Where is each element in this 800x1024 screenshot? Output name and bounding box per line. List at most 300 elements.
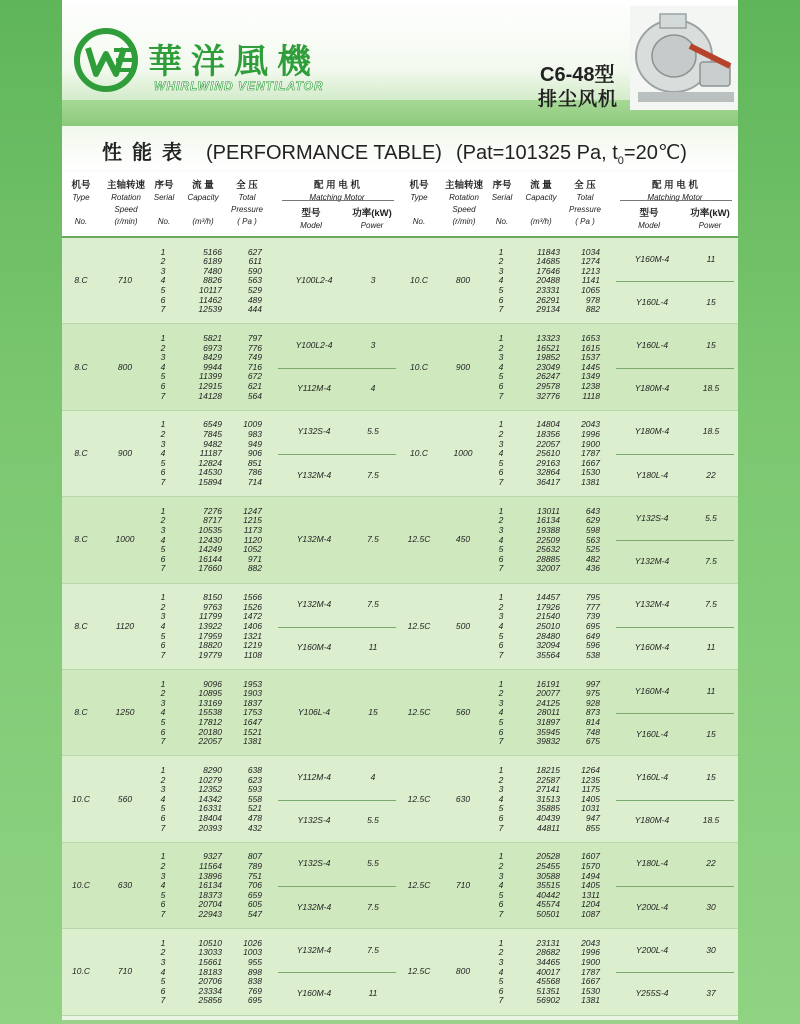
column-header-prs_cn (226, 180, 268, 228)
serial-list-item: 2 (498, 688, 504, 699)
capacity-list-item: 32776 (536, 390, 560, 401)
pressure-list (566, 680, 600, 747)
capacity-list-item: 15894 (198, 476, 222, 487)
capacity-list-item: 19388 (536, 524, 560, 535)
serial-list-item: 4 (160, 275, 166, 286)
pressure-list (228, 593, 262, 660)
column-header-line: (m³/h) (530, 217, 552, 226)
serial-list-item: 1 (498, 937, 504, 948)
pressure-list-item: 1406 (243, 620, 262, 631)
capacity-list-item: 18215 (536, 764, 560, 775)
table-row (400, 584, 738, 670)
capacity-list-item: 7480 (203, 265, 222, 276)
serial-list-item: 2 (498, 601, 504, 612)
capacity-list (520, 248, 560, 315)
pressure-list-item: 975 (585, 688, 600, 699)
serial-list-item: 3 (498, 956, 504, 967)
motor-divider (616, 886, 734, 887)
capacity-list-item: 27141 (536, 784, 560, 795)
motor-power: 11 (368, 642, 378, 653)
capacity-list-item: 26247 (536, 371, 560, 382)
serial-list (156, 680, 170, 747)
capacity-list-item: 23334 (198, 985, 222, 996)
capacity-list-item: 10510 (198, 937, 222, 948)
serial-list-item: 1 (498, 246, 504, 257)
column-header-line: 序号 (154, 180, 174, 191)
column-header-line: (r/min) (114, 217, 138, 226)
serial-list-item: 6 (498, 553, 504, 564)
motor-power: 30 (706, 944, 716, 955)
motor-power: 11 (706, 642, 716, 653)
pressure-list-item: 695 (247, 995, 262, 1006)
pressure-list-item: 2043 (581, 937, 600, 948)
pressure-list (566, 334, 600, 401)
capacity-list-item: 8429 (203, 352, 222, 363)
pressure-list-item: 1667 (581, 457, 600, 468)
capacity-list-item: 32864 (536, 467, 560, 478)
capacity-list-item: 13896 (198, 870, 222, 881)
column-header-line (64, 204, 98, 216)
pressure-list-item: 983 (247, 428, 262, 439)
pressure-list-item: 432 (247, 822, 262, 833)
fan-type-no: 10.C (72, 793, 90, 804)
pressure-list-item: 1647 (243, 716, 262, 727)
serial-list-item: 1 (160, 937, 166, 948)
serial-list-item: 4 (160, 880, 166, 891)
pressure-list-item: 1065 (581, 284, 600, 295)
pressure-list-item: 1900 (581, 956, 600, 967)
rotation-speed: 1120 (115, 620, 135, 631)
pressure-list-item: 873 (585, 707, 600, 718)
table-header-right (400, 172, 738, 238)
capacity-list-item: 32094 (536, 640, 560, 651)
capacity-list-item: 16191 (536, 678, 560, 689)
pressure-list-item: 649 (585, 630, 600, 641)
motor-model: Y112M-4 (297, 771, 331, 782)
serial-list (494, 593, 508, 660)
fan-type-no: 12.5C (407, 534, 431, 545)
pressure-list-item: 1026 (243, 937, 262, 948)
capacity-list-item: 5821 (203, 332, 222, 343)
pressure-list-item: 947 (585, 812, 600, 823)
column-header-line: Type (72, 193, 90, 202)
serial-list-item: 6 (160, 553, 166, 564)
capacity-list-item: 29163 (536, 457, 560, 468)
column-header-model-en: Model (638, 221, 660, 230)
table-row (62, 497, 400, 583)
serial-list-item: 7 (160, 563, 166, 574)
rotation-speed: 710 (117, 966, 133, 977)
serial-list-item: 1 (498, 851, 504, 862)
serial-list-item: 4 (160, 361, 166, 372)
capacity-list-item: 26291 (536, 294, 560, 305)
pressure-list (566, 939, 600, 1006)
serial-list-item: 6 (160, 294, 166, 305)
motor-divider (616, 281, 734, 282)
serial-list-item: 3 (160, 870, 166, 881)
serial-list-item: 2 (160, 860, 166, 871)
column-header-line: 流 量 (530, 180, 552, 191)
capacity-list-item: 12352 (198, 784, 222, 795)
column-header-line: (m³/h) (192, 217, 214, 226)
capacity-list-item: 8826 (203, 275, 222, 286)
serial-list-item: 7 (160, 390, 166, 401)
motor-model: Y132M-4 (296, 944, 332, 955)
serial-list-item: 6 (498, 640, 504, 651)
rotation-speed: 630 (455, 793, 471, 804)
pressure-list-item: 1405 (581, 793, 600, 804)
motor-power: 11 (706, 253, 716, 264)
serial-list-item: 7 (160, 995, 166, 1006)
pressure-list-item: 643 (585, 505, 600, 516)
capacity-list-item: 45568 (536, 976, 560, 987)
capacity-list-item: 35945 (536, 726, 560, 737)
table-body-right (400, 238, 738, 1016)
capacity-list-item: 29578 (536, 380, 560, 391)
column-header-line: Pressure (568, 205, 601, 214)
motor-power: 15 (706, 771, 716, 782)
motor-model: Y180M-4 (634, 383, 670, 394)
capacity-list-item: 35515 (536, 880, 560, 891)
capacity-list-item: 10117 (198, 284, 222, 295)
capacity-list-item: 17812 (198, 716, 222, 727)
motor-model: Y160M-4 (296, 642, 332, 653)
serial-list-item: 1 (160, 419, 166, 430)
pressure-list-item: 436 (585, 563, 600, 574)
capacity-list-item: 13033 (198, 947, 222, 958)
column-header-line: 序号 (492, 180, 512, 191)
capacity-list-item: 10895 (198, 688, 222, 699)
capacity-list-item: 14342 (198, 793, 222, 804)
capacity-list (520, 680, 560, 747)
pressure-list-item: 1900 (581, 438, 600, 449)
rotation-speed: 1000 (115, 534, 135, 545)
pressure-list (228, 248, 262, 315)
capacity-list-item: 22943 (198, 908, 222, 919)
motor-model: Y160L-4 (635, 339, 669, 350)
motor-model: Y106L-4 (297, 707, 331, 718)
motor-divider (278, 368, 396, 369)
serial-list-item: 3 (160, 352, 166, 363)
serial-list-item: 6 (498, 380, 504, 391)
table-row (62, 324, 400, 410)
capacity-list-item: 14804 (536, 419, 560, 430)
capacity-list-item: 12430 (198, 534, 222, 545)
capacity-list-item: 20704 (198, 899, 222, 910)
capacity-list-item: 9944 (203, 361, 222, 372)
capacity-list-item: 20488 (536, 275, 560, 286)
fan-type-no: 10.C (72, 966, 90, 977)
column-header-line: Total (238, 193, 256, 202)
fan-type-no: 12.5C (407, 793, 431, 804)
capacity-list-item: 28682 (536, 947, 560, 958)
capacity-list-item: 11799 (198, 611, 222, 622)
serial-list-item: 7 (498, 995, 504, 1006)
serial-list-item: 4 (498, 620, 504, 631)
motor-model: Y132M-4 (296, 534, 332, 545)
rotation-speed: 710 (455, 879, 471, 890)
pressure-list-item: 898 (247, 966, 262, 977)
pressure-list-item: 1996 (581, 947, 600, 958)
motor-model: Y132S-4 (297, 815, 331, 826)
motor-header-divider (282, 200, 394, 201)
serial-list-item: 4 (498, 534, 504, 545)
capacity-list-item: 25856 (198, 995, 222, 1006)
capacity-list-item: 32007 (536, 563, 560, 574)
capacity-list-item: 18356 (536, 428, 560, 439)
pressure-list-item: 1264 (581, 764, 600, 775)
pressure-list-item: 590 (247, 265, 262, 276)
pressure-list-item: 795 (585, 592, 600, 603)
capacity-list-item: 17959 (198, 630, 222, 641)
serial-list-item: 5 (498, 284, 504, 295)
pressure-list-item: 558 (247, 793, 262, 804)
brand-name-en: WHIRLWIND VENTILATOR (154, 79, 324, 93)
column-header-line (518, 204, 564, 216)
pressure-list-item: 776 (247, 342, 262, 353)
serial-list-item: 4 (160, 620, 166, 631)
right-frame (738, 0, 800, 1024)
capacity-list-item: 18820 (198, 640, 222, 651)
capacity-list-item: 9482 (203, 438, 222, 449)
serial-list-item: 5 (160, 457, 166, 468)
serial-list-item: 5 (160, 716, 166, 727)
motor-divider (278, 627, 396, 628)
rotation-speed: 900 (117, 447, 133, 458)
capacity-list (520, 593, 560, 660)
fan-type-no: 12.5C (407, 707, 431, 718)
table-row (400, 324, 738, 410)
table-left (62, 172, 400, 1016)
serial-list-item: 3 (498, 524, 504, 535)
capacity-list-item: 6973 (203, 342, 222, 353)
table-right (400, 172, 738, 1016)
pressure-list-item: 978 (585, 294, 600, 305)
pressure-list-item: 1321 (243, 630, 262, 641)
serial-list-item: 6 (160, 467, 166, 478)
motor-power: 15 (706, 728, 716, 739)
pressure-list-item: 1118 (582, 390, 600, 401)
pressure-list-item: 1530 (581, 985, 600, 996)
serial-list-item: 1 (160, 678, 166, 689)
table-header-left (62, 172, 400, 238)
serial-list-item: 5 (160, 630, 166, 641)
pressure-list-item: 1667 (581, 976, 600, 987)
serial-list-item: 5 (160, 976, 166, 987)
pressure-list (228, 766, 262, 833)
capacity-list-item: 22057 (198, 736, 222, 747)
motor-model: Y112M-4 (297, 383, 331, 394)
serial-list-item: 2 (160, 774, 166, 785)
pressure-list-item: 1381 (243, 736, 262, 747)
motor-model: Y132S-4 (297, 426, 331, 437)
pressure-list-item: 949 (247, 438, 262, 449)
motor-model: Y160L-4 (635, 771, 669, 782)
table-row (62, 756, 400, 842)
serial-list-item: 1 (498, 592, 504, 603)
pressure-list-item: 716 (247, 361, 262, 372)
serial-list-item: 4 (498, 880, 504, 891)
column-header-model-cn: 型号 (639, 208, 659, 219)
pressure-list-item: 1311 (581, 889, 600, 900)
column-header-line (150, 204, 178, 216)
serial-list (156, 939, 170, 1006)
serial-list-item: 7 (498, 908, 504, 919)
column-header-line: No. (74, 217, 88, 226)
rotation-speed: 800 (455, 275, 471, 286)
serial-list-item: 6 (498, 467, 504, 478)
capacity-list-item: 21540 (536, 611, 560, 622)
pressure-list-item: 777 (585, 601, 600, 612)
capacity-list-item: 20528 (536, 851, 560, 862)
capacity-list-item: 18404 (198, 812, 222, 823)
capacity-list-item: 11399 (198, 371, 222, 382)
motor-power: 37 (706, 987, 716, 998)
capacity-list-item: 6549 (203, 419, 222, 430)
table-row (400, 497, 738, 583)
pressure-list-item: 1953 (243, 678, 262, 689)
pressure-list-item: 1175 (581, 784, 600, 795)
fan-type-no: 12.5C (407, 879, 431, 890)
capacity-list-item: 23049 (536, 361, 560, 372)
serial-list-item: 5 (498, 630, 504, 641)
serial-list-item: 2 (498, 428, 504, 439)
fan-type-no: 8.C (74, 534, 88, 545)
motor-divider (616, 368, 734, 369)
serial-list-item: 6 (160, 812, 166, 823)
motor-power: 4 (370, 383, 376, 394)
serial-list-item: 3 (498, 870, 504, 881)
capacity-list-item: 35564 (536, 649, 560, 660)
capacity-list-item: 11564 (198, 860, 222, 871)
pressure-list (566, 420, 600, 487)
column-header-power (346, 208, 398, 232)
capacity-list (520, 939, 560, 1006)
motor-divider (616, 454, 734, 455)
serial-list (494, 852, 508, 919)
serial-list-item: 1 (498, 419, 504, 430)
column-header-line: No. (495, 217, 509, 226)
serial-list-item: 7 (498, 649, 504, 660)
pressure-list-item: 593 (247, 784, 262, 795)
serial-list-item: 2 (160, 256, 166, 267)
column-header-line: 机号 (409, 180, 429, 191)
motor-model: Y180L-4 (635, 858, 669, 869)
pressure-list-item: 1526 (243, 601, 262, 612)
capacity-list-item: 10279 (198, 774, 222, 785)
column-header-power (684, 208, 736, 232)
table-row (62, 670, 400, 756)
rotation-speed: 560 (455, 707, 471, 718)
table-row (400, 843, 738, 929)
capacity-list-item: 7276 (203, 505, 222, 516)
capacity-list-item: 14249 (198, 544, 222, 555)
capacity-list-item: 51351 (536, 985, 560, 996)
motor-model: Y200L-4 (635, 901, 669, 912)
motor-model: Y132M-4 (296, 599, 332, 610)
serial-list (156, 248, 170, 315)
pressure-list-item: 838 (247, 976, 262, 987)
pressure-list-item: 855 (585, 822, 600, 833)
motor-divider (616, 627, 734, 628)
serial-list (494, 420, 508, 487)
rotation-speed: 800 (117, 361, 133, 372)
serial-list-item: 1 (498, 678, 504, 689)
serial-list-item: 3 (160, 611, 166, 622)
capacity-list-item: 44811 (536, 822, 560, 833)
serial-list-item: 7 (498, 304, 504, 315)
serial-list-item: 2 (160, 688, 166, 699)
pressure-list-item: 906 (247, 448, 262, 459)
motor-power: 5.5 (367, 426, 379, 437)
capacity-list-item: 17926 (536, 601, 560, 612)
serial-list (494, 680, 508, 747)
serial-list-item: 7 (498, 822, 504, 833)
table-row (400, 756, 738, 842)
capacity-list-item: 7845 (203, 428, 222, 439)
capacity-list-item: 6189 (203, 256, 222, 267)
pressure-list-item: 814 (585, 716, 600, 727)
title-condition-sub: 0 (617, 155, 624, 167)
serial-list-item: 5 (498, 371, 504, 382)
capacity-list-item: 13323 (536, 332, 560, 343)
capacity-list-item: 50501 (536, 908, 560, 919)
fan-type-no: 10.C (72, 879, 90, 890)
serial-list-item: 5 (498, 457, 504, 468)
table-row (400, 929, 738, 1015)
model-code: C6-48型 (540, 64, 615, 86)
capacity-list (182, 334, 222, 401)
capacity-list-item: 40442 (536, 889, 560, 900)
pressure-list-item: 955 (247, 956, 262, 967)
capacity-list-item: 28885 (536, 553, 560, 564)
pressure-list-item: 1753 (243, 707, 262, 718)
capacity-list-item: 20077 (536, 688, 560, 699)
pressure-list-item: 1521 (243, 726, 262, 737)
pressure-list (566, 507, 600, 574)
capacity-list-item: 9763 (203, 601, 222, 612)
serial-list-item: 5 (498, 803, 504, 814)
pressure-list-item: 627 (247, 246, 262, 257)
serial-list-item: 5 (160, 371, 166, 382)
fan-type-no: 8.C (74, 707, 88, 718)
serial-list (156, 852, 170, 919)
pressure-list-item: 1530 (581, 467, 600, 478)
column-header-line (402, 204, 436, 216)
motor-model: Y200L-4 (635, 944, 669, 955)
page-title (102, 136, 687, 167)
column-header-no_cn (64, 180, 98, 228)
capacity-list-item: 56902 (536, 995, 560, 1006)
capacity-list-item: 34465 (536, 956, 560, 967)
pressure-list-item: 997 (585, 678, 600, 689)
serial-list-item: 6 (160, 899, 166, 910)
pressure-list-item: 1607 (581, 851, 600, 862)
serial-list-item: 7 (160, 822, 166, 833)
capacity-list-item: 16521 (536, 342, 560, 353)
capacity-list-item: 30588 (536, 870, 560, 881)
serial-list-item: 5 (160, 544, 166, 555)
serial-list (494, 248, 508, 315)
column-header-power-cn: 功率(kW) (352, 208, 392, 219)
pressure-list-item: 1405 (581, 880, 600, 891)
capacity-list-item: 40017 (536, 966, 560, 977)
pressure-list-item: 706 (247, 880, 262, 891)
pressure-list (228, 852, 262, 919)
serial-list-item: 6 (160, 985, 166, 996)
motor-power: 7.5 (367, 944, 379, 955)
serial-list-item: 5 (160, 284, 166, 295)
